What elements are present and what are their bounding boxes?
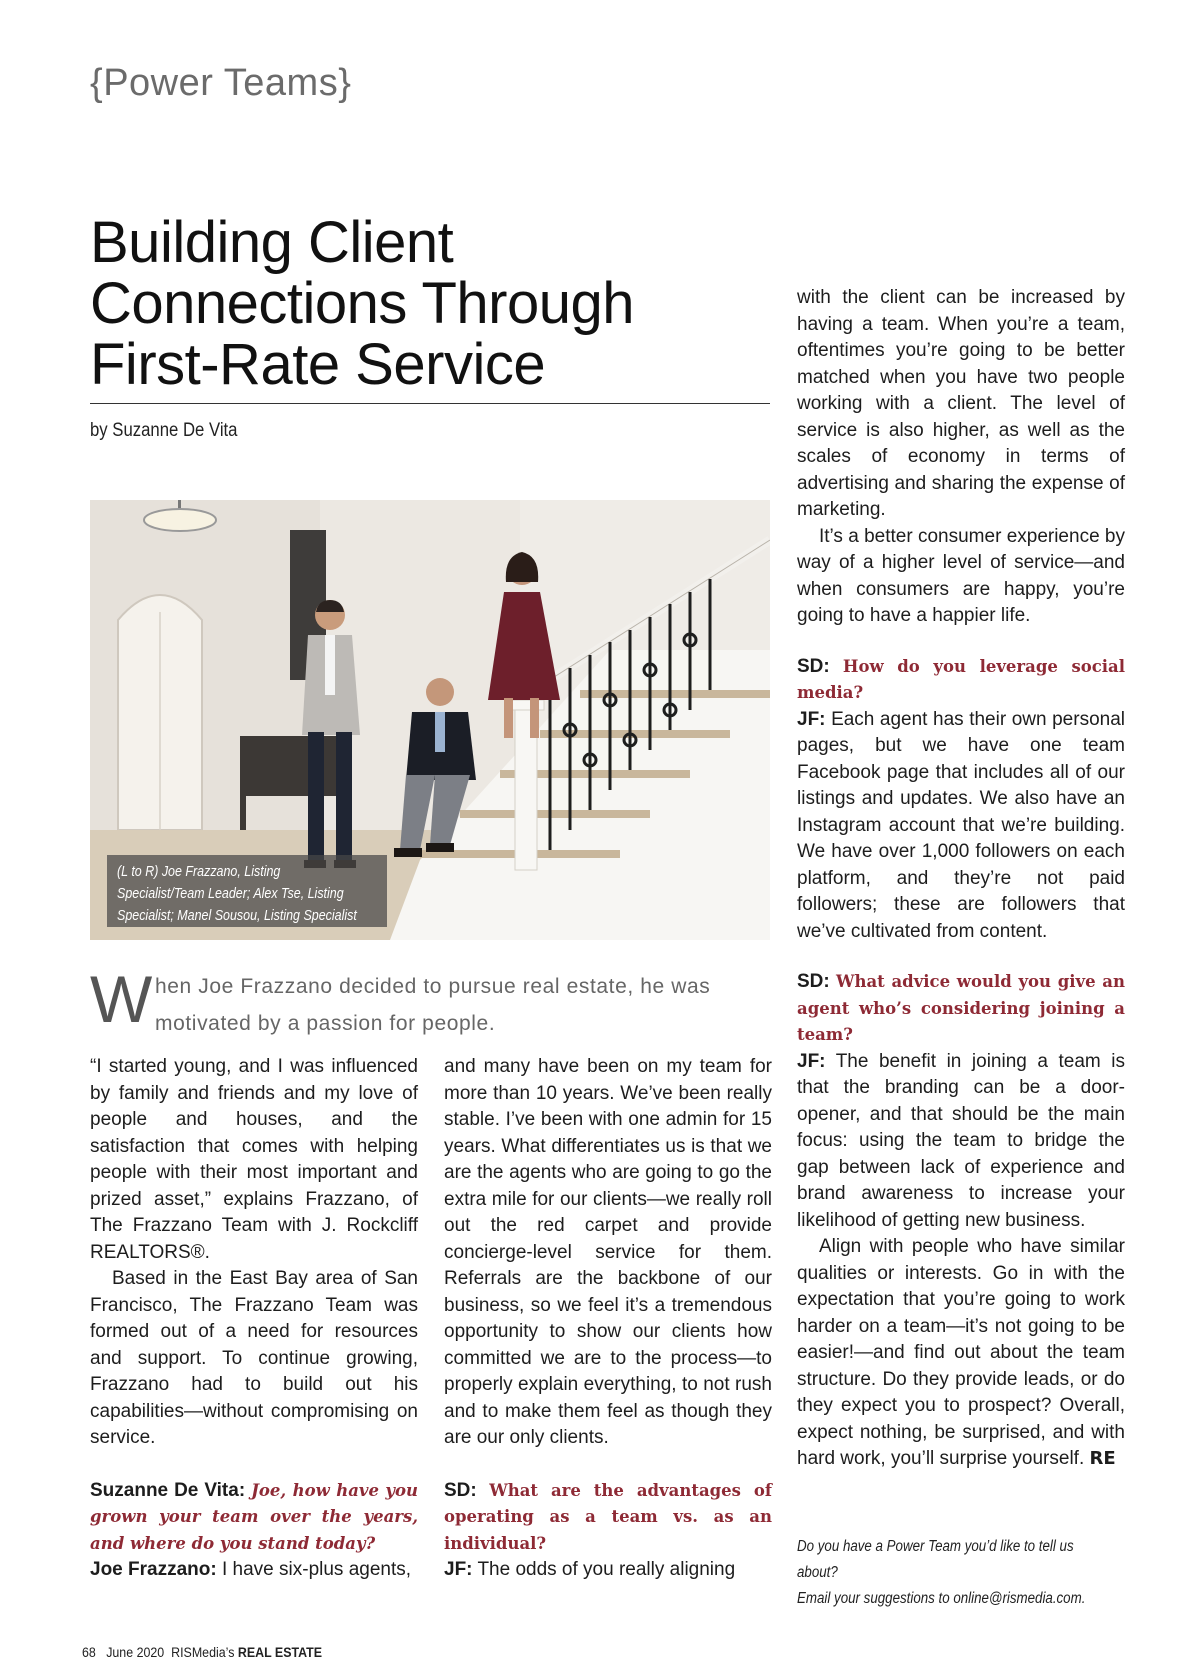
byline: by Suzanne De Vita: [90, 420, 238, 441]
headline-line-3: First-Rate Service: [90, 332, 546, 397]
question-text: What advice would you give an agent who’s considering joining a team?: [797, 972, 1125, 1044]
speaker-label: JF:: [797, 1050, 826, 1072]
body-paragraph: Based in the East Bay area of San Francisco, The Frazzano Team was formed out of a need for resources and support. To continue growing, Frazzano had to build out his capabilities—without compromising on service.: [90, 1268, 418, 1448]
interview-answer: [797, 1049, 1125, 1235]
photo-caption-box: [107, 855, 387, 927]
section-tag: {Power Teams}: [90, 62, 352, 104]
article-column-3: [797, 285, 1125, 1473]
article-column-2: [444, 1054, 772, 1584]
interview-question: [797, 654, 1125, 707]
article-headline: [90, 212, 770, 395]
interview-answer: [444, 1557, 772, 1584]
end-mark: RE: [1089, 1448, 1116, 1469]
headline-divider: [90, 403, 770, 404]
promo-line-1: Do you have a Power Team you’d like to tell us about?: [797, 1538, 1074, 1581]
body-paragraph: It’s a better consumer experience by way of a higher level of service—and when consumers are happy, you’re going to have a happier life.: [797, 525, 1125, 626]
speaker-label: Suzanne De Vita:: [90, 1479, 246, 1501]
body-paragraph: with the client can be increased by having a team. When you’re a team, oftentimes you’re going to be better matched when you have two people working with a client. The level of service is also higher, as well as the scales of economy in terms of advertising and sharing the expense of marketing.: [797, 287, 1125, 520]
speaker-label: SD:: [444, 1479, 477, 1501]
interview-answer: [90, 1557, 418, 1584]
headline-line-1: Building Client: [90, 210, 454, 275]
speaker-label: JF:: [797, 708, 826, 730]
photo-caption: (L to R) Joe Frazzano, Listing Specialist/Team Leader; Alex Tse, Listing Specialist; Manel Sousou, Listing Specialist: [117, 864, 357, 924]
drop-cap: W: [90, 962, 153, 1036]
body-paragraph: and many have been on my team for more than 10 years. We’ve been really stable. I’ve been with one admin for 15 years. What differentiates us is that we are the agents who are going to go the extra mile for our clients—we really roll out the red carpet and provide concierge-level service for them. Referrals are the backbone of our business, so we feel it’s a tremendous opportunity to show our clients how committed we are to the process—to properly explain everything, to not rush and to make them feel as though they are our only clients.: [444, 1056, 772, 1448]
speaker-label: SD:: [797, 655, 830, 677]
speaker-label: SD:: [797, 971, 830, 992]
page-footer: [82, 1645, 322, 1660]
interview-question: [797, 969, 1125, 1049]
closing-text: Align with people who have similar qualities or interests. Go in with the expectation that you’re going to work harder on a team—it’s not going to be easier!—and find out about the team structure. Do they provide leads, or do they expect you to prospect? Overall, expect nothing, be surprised, and with hard work, you’ll surprise yourself.: [797, 1236, 1125, 1469]
page-number: 68: [82, 1645, 96, 1660]
issue-date: June 2020: [106, 1645, 165, 1660]
body-paragraph: [797, 1234, 1125, 1473]
intro-paragraph: hen Joe Frazzano decided to pursue real estate, he was motivated by a passion for people.: [155, 975, 711, 1035]
magazine-name: REAL ESTATE: [237, 1645, 323, 1660]
body-paragraph: “I started young, and I was influenced by family and friends and my love of people and houses, and the satisfaction that comes with helping people with their most important and prized asset,” explains Frazzano, of The Frazzano Team with J. Rockcliff REALTORS®.: [90, 1056, 418, 1263]
interview-question: [444, 1478, 772, 1558]
interview-question: [90, 1478, 418, 1558]
question-text: Joe, how have you grown your team over the years, and where do you stand today?: [90, 1480, 419, 1553]
speaker-label: JF:: [444, 1559, 473, 1580]
question-text: What are the advantages of operating as a team vs. as an individual?: [444, 1480, 772, 1553]
promo-note: [797, 1534, 1107, 1612]
article-column-1: [90, 1054, 418, 1584]
speaker-label: Joe Frazzano:: [90, 1559, 217, 1580]
promo-line-2: Email your suggestions to online@rismedia.com.: [797, 1590, 1086, 1607]
answer-text: Each agent has their own personal pages, but we have one team Facebook page that includes all of our listings and updates. We also have an Instagram account that we’re building. We have over 1,000 followers on each platform, and they’re not paid followers; these are followers that we’ve cultivated from content.: [797, 708, 1125, 942]
headline-line-2: Connections Through: [90, 271, 635, 336]
answer-text: I have six-plus agents,: [221, 1559, 412, 1580]
question-text: How do you leverage social media?: [797, 656, 1126, 702]
answer-text: The benefit in joining a team is that the branding can be a door-opener, and that should be the main focus: using the team to bridge the gap between lack of experience and brand awareness to increase your likelihood of getting new business.: [797, 1050, 1125, 1231]
answer-text: The odds of you really aligning: [477, 1559, 736, 1580]
publisher: RISMedia’s: [171, 1645, 235, 1660]
interview-answer: [797, 707, 1125, 946]
